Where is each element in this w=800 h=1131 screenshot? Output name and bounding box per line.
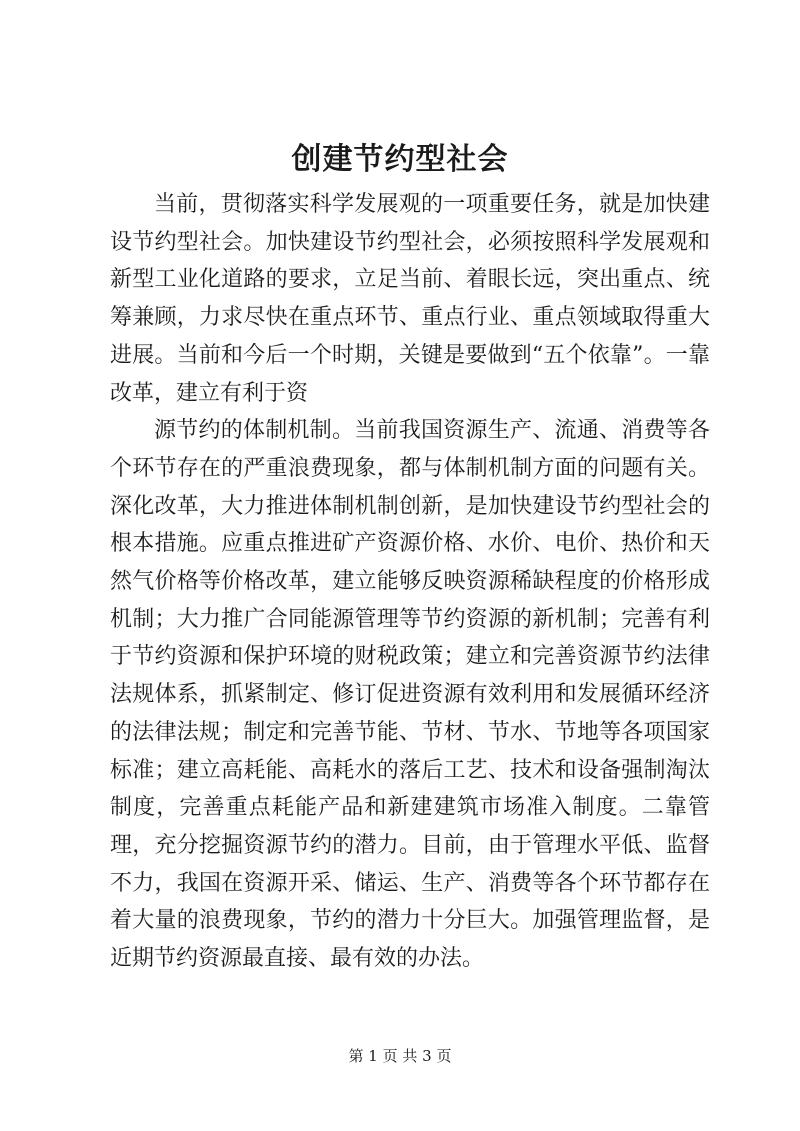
- paragraph: 源节约的体制机制。当前我国资源生产、流通、消费等各个环节存在的严重浪费现象，都与体制机制方面的问题有关。深化改革，大力推进体制机制创新，是加快建设节约型社会的根本措施。应重点推进矿产资源价格、水价、电价、热价和天然气价格等价格改革，建立能够反映资源稀缺程度的价格形成机制；大力推广合同能源管理等节约资源的新机制；完善有利于节约资源和保护环境的财税政策；建立和完善资源节约法律法规体系，抓紧制定、修订促进资源有效利用和发展循环经济的法律法规；制定和完善节能、节材、节水、节地等各项国家标准；建立高耗能、高耗水的落后工艺、技术和设备强制淘汰制度，完善重点耗能产品和新建建筑市场准入制度。二靠管理，充分挖掘资源节约的潜力。目前，由于管理水平低、监督不力，我国在资源开采、储运、生产、消费等各个环节都存在着大量的浪费现象，节约的潜力十分巨大。加强管理监督，是近期节约资源最直接、最有效的办法。: [110, 418, 710, 972]
- page-footer: 第 1 页 共 3 页: [348, 1047, 452, 1065]
- paragraph: 当前，贯彻落实科学发展观的一项重要任务，就是加快建设节约型社会。加快建设节约型社会，必须按照科学发展观和新型工业化道路的要求，立足当前、着眼长远，突出重点、统筹兼顾，力求尽快在重点环节、重点行业、重点领域取得重大进展。当前和今后一个时期，关键是要做到“五个依靠”。一靠改革，建立有利于资: [110, 192, 710, 406]
- document-title: 创建节约型社会: [291, 142, 509, 177]
- document-body: [110, 186, 710, 978]
